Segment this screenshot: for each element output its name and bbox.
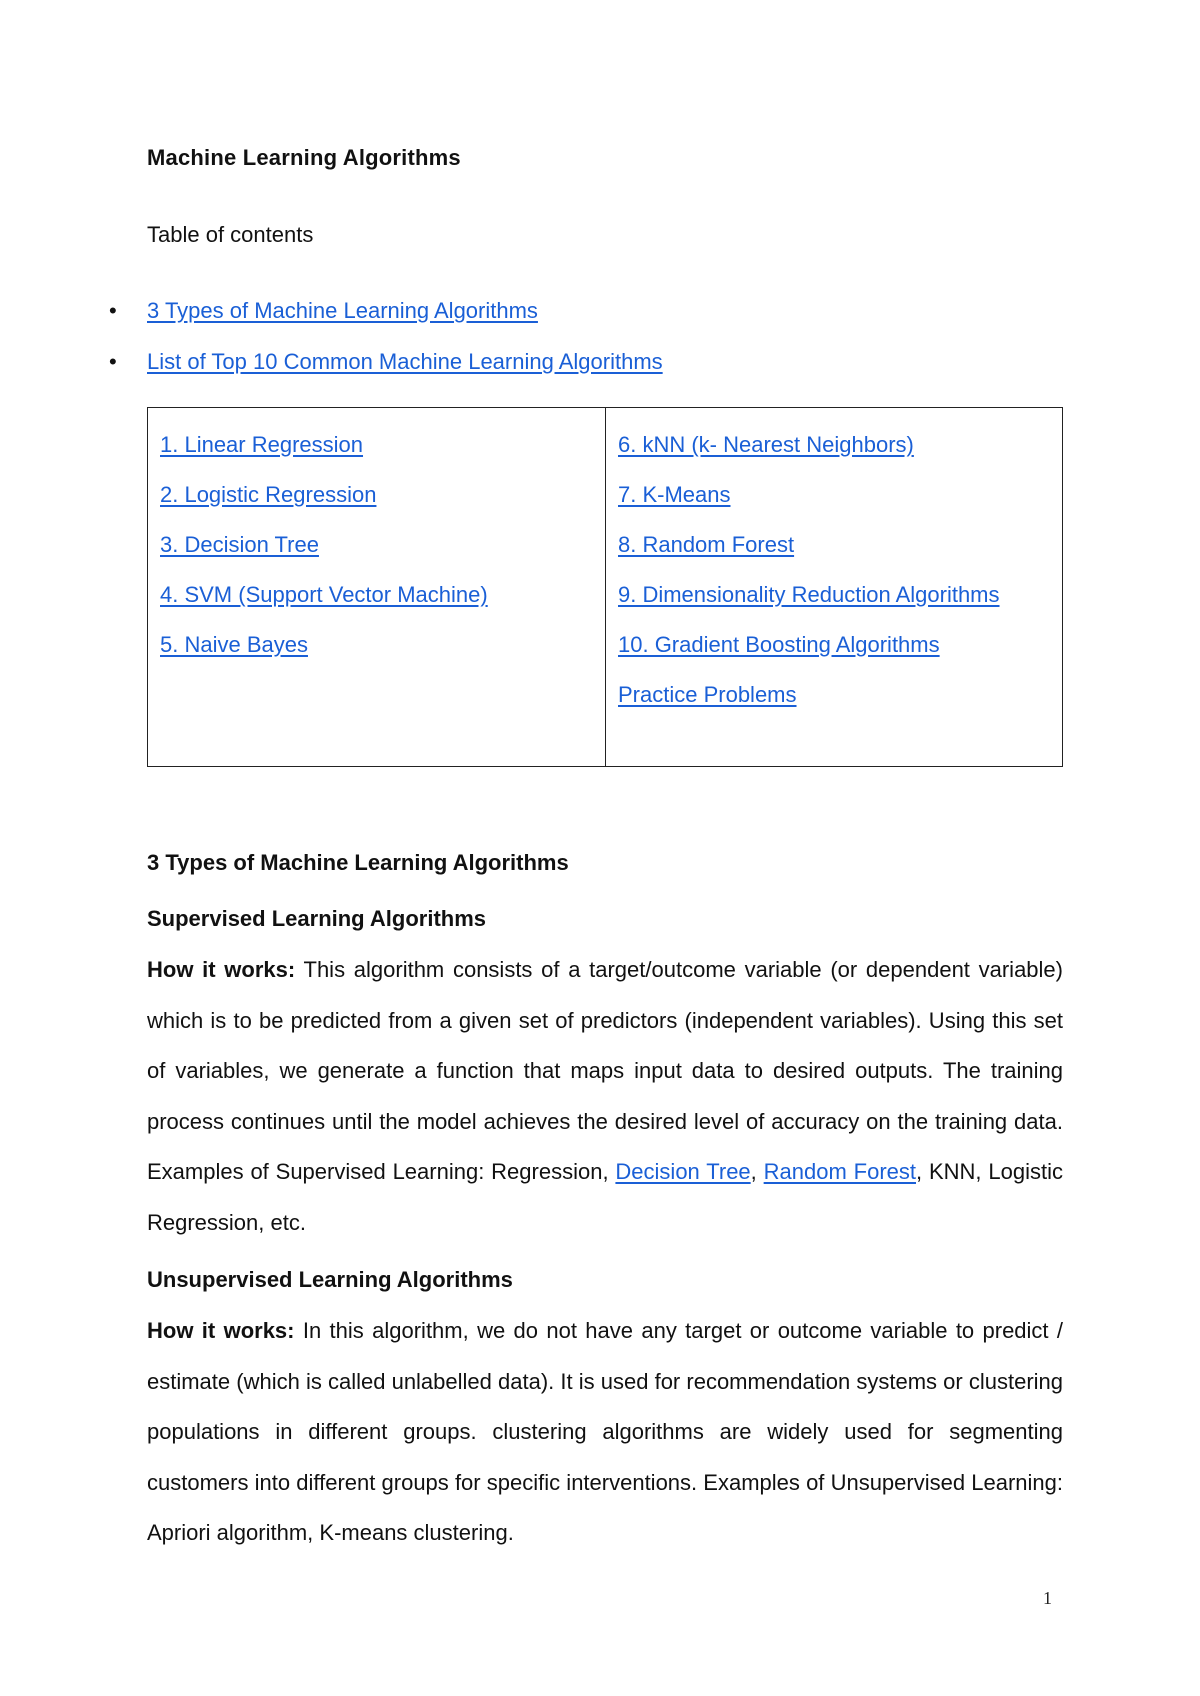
toc-link-logistic-regression[interactable]: 2. Logistic Regression: [160, 482, 377, 507]
toc-list: [109, 298, 663, 400]
toc-link-knn[interactable]: 6. kNN (k- Nearest Neighbors): [618, 432, 914, 457]
section-title: 3 Types of Machine Learning Algorithms: [147, 850, 569, 875]
toc-link-practice-problems[interactable]: Practice Problems: [618, 682, 797, 707]
toc-table-left-column: [148, 408, 606, 766]
unsupervised-subtitle: Unsupervised Learning Algorithms: [147, 1267, 513, 1292]
bullet-icon: •: [109, 349, 117, 374]
toc-link-naive-bayes[interactable]: 5. Naive Bayes: [160, 632, 308, 657]
inline-link-random-forest[interactable]: Random Forest: [763, 1159, 916, 1184]
supervised-label: How it works:: [147, 957, 296, 982]
document-title: Machine Learning Algorithms: [147, 145, 461, 170]
unsupervised-text: In this algorithm, we do not have any target or outcome variable to predict / estimate (which is called unlabelled data). It is used for recommendation systems or clustering populations in different groups. clustering algorithms are widely used for segmenting customers into different groups for specific interventions. Examples of Unsupervised Learning: Apriori algorithm, K-means clustering.: [147, 1318, 1064, 1545]
toc-heading: Table of contents: [147, 222, 314, 247]
page-number: 1: [1043, 1588, 1052, 1608]
unsupervised-paragraph: [147, 1306, 1063, 1559]
supervised-paragraph: [147, 945, 1063, 1248]
toc-link-decision-tree[interactable]: 3. Decision Tree: [160, 532, 319, 557]
toc-link-types[interactable]: 3 Types of Machine Learning Algorithms: [147, 298, 538, 323]
bullet-icon: •: [109, 298, 117, 323]
inline-link-decision-tree[interactable]: Decision Tree: [615, 1159, 751, 1184]
toc-list-item: [109, 298, 663, 349]
toc-table-right-column: [606, 408, 1062, 766]
toc-link-gradient-boosting[interactable]: 10. Gradient Boosting Algorithms: [618, 632, 940, 657]
toc-link-svm[interactable]: 4. SVM (Support Vector Machine): [160, 582, 488, 607]
toc-table: [147, 407, 1063, 767]
toc-link-dimensionality-reduction[interactable]: 9. Dimensionality Reduction Algorithms: [618, 582, 1000, 607]
supervised-text-1: This algorithm consists of a target/outcome variable (or dependent variable) which is to be predicted from a given set of predictors (independent variables). Using this set of variables, we generate a function that maps input data to desired outputs. The training process continues until the model achieves the desired level of accuracy on the training data. Examples of Supervised Learning: Regression,: [147, 957, 1063, 1184]
toc-link-random-forest[interactable]: 8. Random Forest: [618, 532, 795, 557]
toc-link-linear-regression[interactable]: 1. Linear Regression: [160, 432, 364, 457]
toc-list-item: [109, 349, 663, 400]
unsupervised-label: How it works:: [147, 1318, 295, 1343]
toc-link-top10[interactable]: List of Top 10 Common Machine Learning Algorithms: [147, 349, 663, 374]
supervised-subtitle: Supervised Learning Algorithms: [147, 906, 487, 931]
supervised-text-2: , KNN, Logistic Regression, etc.: [147, 1159, 1063, 1235]
supervised-separator: ,: [750, 1159, 764, 1184]
toc-link-k-means[interactable]: 7. K-Means: [618, 482, 731, 507]
document-page: [109, 0, 1064, 1696]
